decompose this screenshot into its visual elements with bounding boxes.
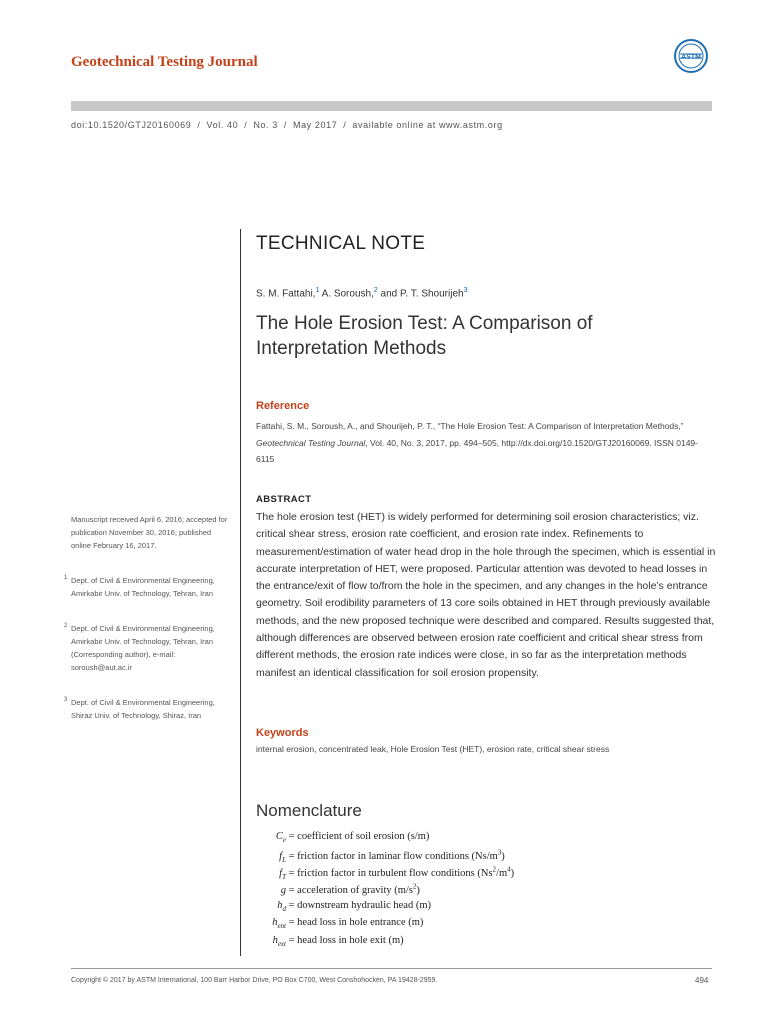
affiliation-number: 2	[64, 623, 68, 629]
copyright-notice: Copyright © 2017 by ASTM International, 100 Barr Harbor Drive, PO Box C700, West Conshohocken, PA 19428-2959.	[71, 977, 438, 984]
author-name: and P. T. Shourijeh	[377, 288, 464, 300]
page-number: 494	[695, 976, 709, 985]
issue-text: No. 3	[253, 120, 278, 130]
citation-text-tail: , Vol. 40, No. 3, 2017, pp. 494–505, http://dx.doi.org/10.1520/GTJ20160069. ISSN 0149-6115	[256, 437, 698, 464]
affiliation-text: Dept. of Civil & Environmental Engineering, Amirkabir Univ. of Technology, Tehran, Iran	[71, 576, 215, 598]
nomenclature-symbol: $h_{ent}$	[272, 917, 286, 931]
nomenclature-symbol: $h_d$	[277, 900, 286, 914]
nomenclature-list	[256, 831, 514, 952]
nomenclature-item	[256, 935, 514, 952]
author-affiliation-link[interactable]: 2	[373, 287, 378, 294]
author-affiliation-link[interactable]: 3	[463, 287, 468, 294]
citation-journal: Geotechnical Testing Journal	[256, 437, 366, 448]
astm-logo	[672, 38, 710, 74]
reference-citation	[256, 418, 706, 468]
nomenclature-definition: = friction factor in laminar flow conditions $(Ns/m^3)$	[288, 848, 505, 862]
journal-title: Geotechnical Testing Journal	[71, 54, 258, 70]
section-label: TECHNICAL NOTE	[256, 233, 426, 254]
nomenclature-definition: = coefficient of soil erosion (s/m)	[288, 831, 430, 842]
affiliation-text: Dept. of Civil & Environmental Engineering, Shiraz Univ. of Technology, Shiraz, Iran	[71, 698, 215, 720]
affiliation-number: 1	[64, 575, 68, 581]
footer-divider	[71, 968, 712, 969]
affiliation-1	[64, 574, 231, 600]
abstract-heading: ABSTRACT	[256, 494, 312, 505]
author-name: S. M. Fattahi,	[256, 288, 316, 300]
doi-text: doi:10.1520/GTJ20160069	[71, 120, 192, 130]
nomenclature-symbol: $C_e$	[275, 831, 286, 845]
affiliation-number: 3	[64, 697, 68, 703]
author-list	[256, 287, 467, 299]
nomenclature-definition: = head loss in hole entrance (m)	[288, 917, 424, 929]
nomenclature-item	[256, 848, 514, 865]
availability-link[interactable]: available online at www.astm.org	[352, 120, 503, 130]
affiliation-2	[64, 622, 231, 674]
keywords-heading: Keywords	[256, 727, 309, 739]
manuscript-dates: Manuscript received April 6, 2016; accepted for publication November 30, 2016; published online February 16, 2017.	[71, 515, 228, 550]
nomenclature-definition: = friction factor in turbulent flow conditions $(Ns^2/m^4)$	[288, 865, 515, 880]
volume-text: Vol. 40	[206, 120, 239, 130]
nomenclature-heading: Nomenclature	[256, 801, 362, 820]
paper-title: The Hole Erosion Test: A Comparison of Interpretation Methods	[256, 313, 593, 359]
nomenclature-symbol: $f_L$	[279, 850, 286, 864]
nomenclature-definition: = acceleration of gravity $(m/s^2)$	[288, 882, 420, 897]
nomenclature-item	[256, 831, 514, 848]
reference-heading: Reference	[256, 400, 310, 412]
logo-text: ASTM	[681, 54, 701, 61]
nomenclature-symbol: $h_{ext}$	[272, 934, 286, 948]
nomenclature-item	[256, 900, 514, 917]
column-divider	[240, 229, 241, 956]
article-meta: doi:10.1520/GTJ20160069 / Vol. 40 / No. 3 / May 2017 / available online at www.astm.org	[71, 120, 503, 130]
author-affiliation-link[interactable]: 1	[315, 287, 320, 294]
author-name: A. Soroush,	[319, 288, 374, 300]
affiliation-3	[64, 696, 231, 722]
astm-logo-icon	[672, 38, 710, 74]
abstract-text: The hole erosion test (HET) is widely performed for determining soil erosion characteristics; viz. critical shear stress, erosion rate coefficient, and erosion rate index. Refinements to measurement/estimation of water head drop in the hole through the specimen, which is essential in accurate interpretation of HET, were proposed. Particular attention was devoted to head losses in the entrance/exit of flow to/from the hole in the specimen, and any changes in the hole’s entrance geometry. Soil erodibility parameters of 13 core soils obtained in HET through previously available methods, and the new proposed technique were described and compared. Results suggested that, although differences are observed between erosion rate coefficient and critical shear stress from different methods, the erosion rate indices were close, in so far as the interpretation methods manifest an identical classification for soil erosion propensity.	[256, 511, 716, 679]
nomenclature-item	[256, 866, 514, 883]
affiliation-text: Dept. of Civil & Environmental Engineering, Amirkabir Univ. of Technology, Tehran, Iran (Corresponding author), e-mail: soroush@aut.ac.ir	[71, 624, 215, 672]
nomenclature-definition: = head loss in hole exit (m)	[288, 934, 404, 946]
nomenclature-symbol: $f_T$	[279, 868, 286, 882]
nomenclature-definition: = downstream hydraulic head (m)	[288, 900, 432, 912]
nomenclature-item	[256, 883, 514, 900]
citation-text: Fattahi, S. M., Soroush, A., and Shourijeh, P. T., “The Hole Erosion Test: A Comparison of Interpretation Methods,”	[256, 421, 684, 431]
date-text: May 2017	[292, 120, 338, 130]
nomenclature-item	[256, 917, 514, 934]
nomenclature-symbol: g	[280, 885, 286, 897]
header-bar	[71, 101, 712, 111]
keywords-text: internal erosion, concentrated leak, Hole Erosion Test (HET), erosion rate, critical shear stress	[256, 744, 610, 754]
